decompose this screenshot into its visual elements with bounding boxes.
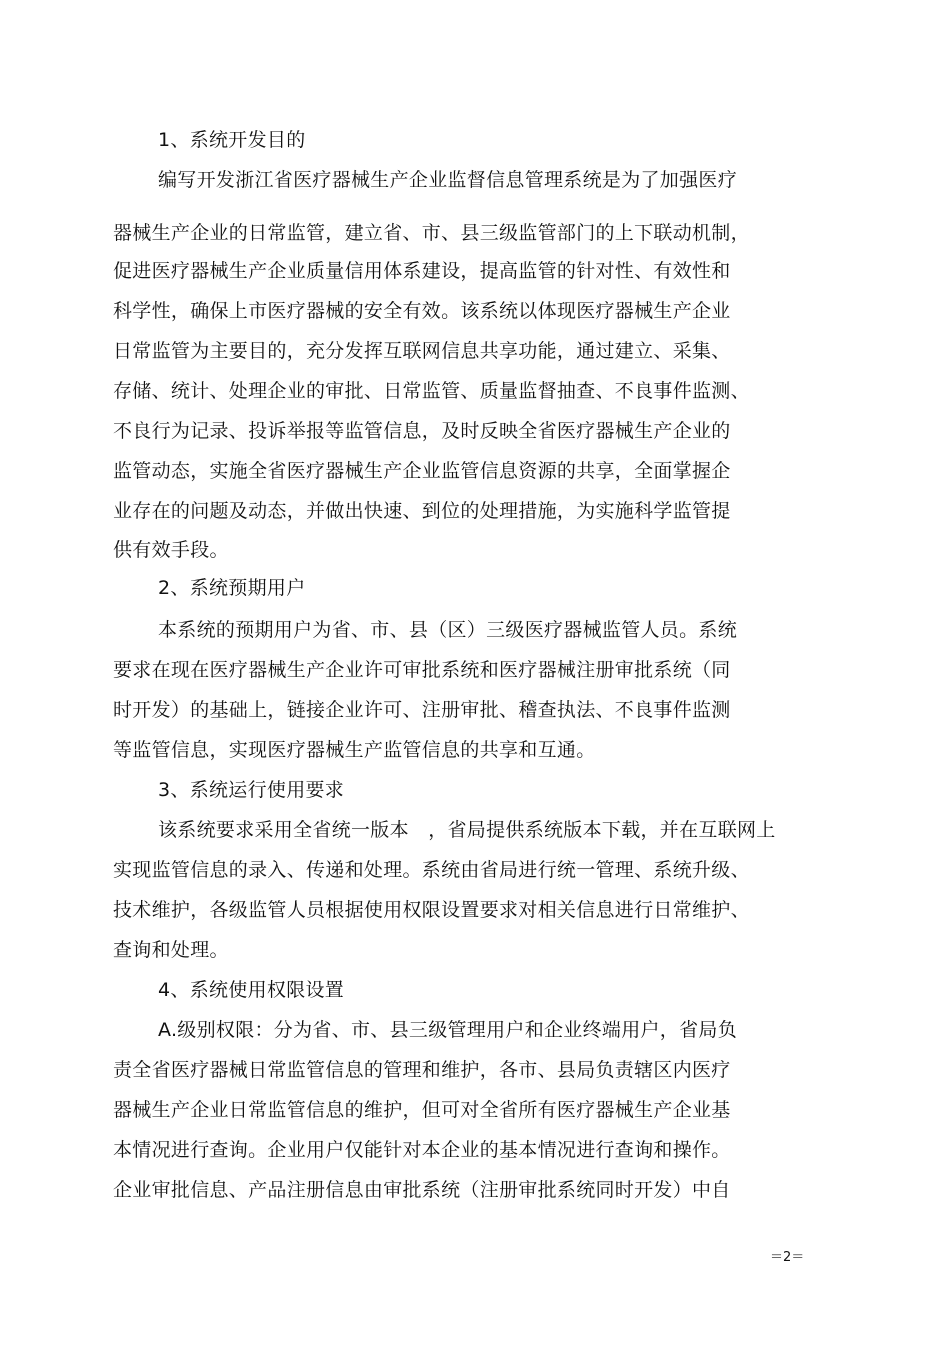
text-line-content: 等监管信息，实现医疗器械生产监管信息的共享和互通。 <box>113 739 596 761</box>
text-line-content: 编写开发浙江省医疗器械生产企业监督信息管理系统是为了加强医疗 <box>158 169 738 191</box>
text-line-content: 存储、统计、处理企业的审批、日常监管、质量监督抽查、不良事件监测、 <box>113 380 750 402</box>
text-line-content: 器械生产企业日常监管信息的维护，但可对全省所有医疗器械生产企业基 <box>113 1099 731 1121</box>
text-line-content: 时开发）的基础上，链接企业许可、注册审批、稽查执法、不良事件监测 <box>113 699 731 721</box>
text-line <box>0 411 950 451</box>
text-line-content: 本情况进行查询。企业用户仅能针对本企业的基本情况进行查询和操作。 <box>113 1139 731 1161</box>
text-line-content: 业存在的问题及动态，并做出快速、到位的处理措施，为实施科学监管提 <box>113 500 731 522</box>
text-line <box>0 610 950 650</box>
text-line <box>0 451 950 491</box>
text-line <box>0 1130 950 1170</box>
text-line <box>0 1170 950 1210</box>
text-line-content: 实现监管信息的录入、传递和处理。系统由省局进行统一管理、系统升级、 <box>113 859 750 881</box>
text-line <box>0 1010 950 1050</box>
text-line <box>0 251 950 291</box>
text-line <box>0 770 950 810</box>
text-line-content: 要求在现在医疗器械生产企业许可审批系统和医疗器械注册审批系统（同 <box>113 659 731 681</box>
text-line <box>0 810 950 850</box>
text-line <box>0 730 950 770</box>
text-line <box>0 213 950 253</box>
text-line <box>0 568 950 608</box>
text-line-content: A.级别权限：分为省、市、县三级管理用户和企业终端用户，省局负 <box>158 1019 738 1041</box>
text-line-content: 4、系统使用权限设置 <box>158 979 345 1001</box>
text-line-content: 监管动态，实施全省医疗器械生产企业监管信息资源的共享，全面掌握企 <box>113 460 731 482</box>
text-line <box>0 970 950 1010</box>
text-line <box>0 1090 950 1130</box>
text-line-content: 2、系统预期用户 <box>158 577 306 599</box>
text-line <box>0 650 950 690</box>
page-number: ＝2＝ <box>770 1250 805 1265</box>
text-line <box>0 1050 950 1090</box>
text-line <box>0 491 950 531</box>
text-line-content: 1、系统开发目的 <box>158 129 306 151</box>
text-line-content: 器械生产企业的日常监管，建立省、市、县三级监管部门的上下联动机制， <box>113 222 750 244</box>
text-line <box>0 331 950 371</box>
text-line <box>0 690 950 730</box>
text-line-content: 企业审批信息、产品注册信息由审批系统（注册审批系统同时开发）中自 <box>113 1179 731 1201</box>
text-line <box>0 371 950 411</box>
text-line-content: 科学性，确保上市医疗器械的安全有效。该系统以体现医疗器械生产企业 <box>113 300 731 322</box>
text-line <box>0 530 950 570</box>
text-line-content: 日常监管为主要目的，充分发挥互联网信息共享功能，通过建立、采集、 <box>113 340 731 362</box>
text-line <box>0 291 950 331</box>
text-line <box>0 120 950 160</box>
text-line-content: 本系统的预期用户为省、市、县（区）三级医疗器械监管人员。系统 <box>158 619 738 641</box>
text-line-content: 责全省医疗器械日常监管信息的管理和维护，各市、县局负责辖区内医疗 <box>113 1059 731 1081</box>
text-line-content: 供有效手段。 <box>113 539 229 561</box>
text-line-content: 不良行为记录、投诉举报等监管信息，及时反映全省医疗器械生产企业的 <box>113 420 731 442</box>
text-line <box>0 160 950 200</box>
text-line-content: 促进医疗器械生产企业质量信用体系建设，提高监管的针对性、有效性和 <box>113 260 731 282</box>
text-line-content: 查询和处理。 <box>113 939 229 961</box>
text-line <box>0 930 950 970</box>
text-line-content: 3、系统运行使用要求 <box>158 779 345 801</box>
text-line-content: 技术维护，各级监管人员根据使用权限设置要求对相关信息进行日常维护、 <box>113 899 750 921</box>
text-line-content: 该系统要求采用全省统一版本 ，省局提供系统版本下载，并在互联网上 <box>158 819 776 841</box>
text-line <box>0 890 950 930</box>
text-line <box>0 850 950 890</box>
